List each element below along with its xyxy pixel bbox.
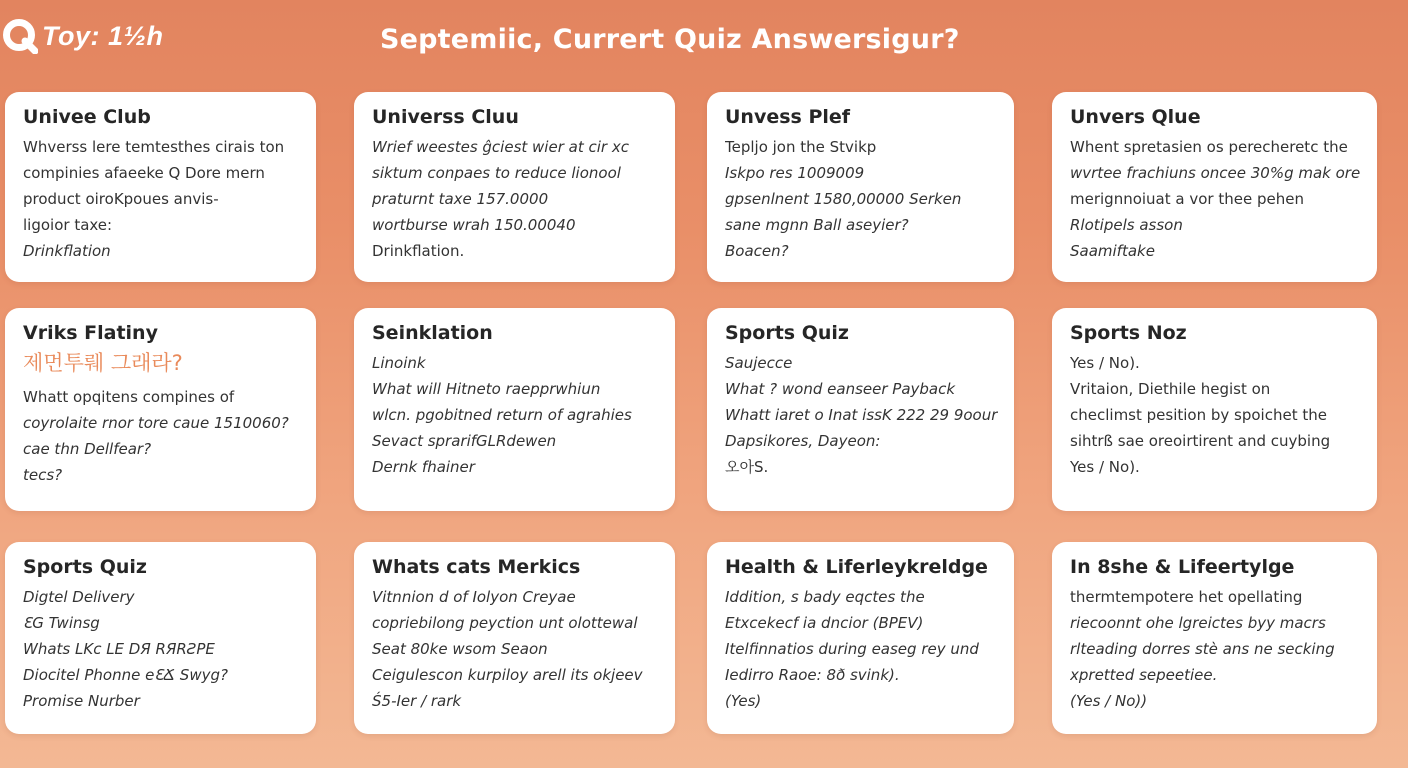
card-line: wortburse wrah 150.00040	[372, 216, 576, 234]
card-lines	[1070, 134, 1361, 264]
card-line: Wrief weestes ĝciest wier at cir xc	[372, 138, 629, 156]
card-line: Dapsikores, Dayeon:	[725, 432, 881, 450]
card-line: wvrtee frachiuns oncee 30%g mak ore	[1070, 164, 1361, 182]
card-lines	[372, 350, 659, 480]
page-title: Septemiic, Currert Quiz Answersigur?	[380, 24, 960, 55]
card-line: copriebilong peyction unt olottewal	[372, 614, 638, 632]
card-line: Rlotipels asson	[1070, 216, 1183, 234]
card-title: Whats cats Merkics	[372, 556, 581, 578]
quiz-card[interactable]	[1052, 308, 1377, 511]
card-line: praturnt taxe 157.0000	[372, 190, 549, 208]
card-line: (Yes)	[725, 692, 762, 710]
card-line: product oiroKpoues anvis-	[23, 190, 219, 208]
card-line: gpsenlnent 1580,00000 Serken	[725, 190, 962, 208]
card-title: Seinklation	[372, 322, 493, 344]
card-line: Ceigulescon kurpiloy arell its okjeev	[372, 666, 643, 684]
card-line: Whatt opqitens compines of	[23, 388, 235, 406]
quiz-card[interactable]	[1052, 92, 1377, 282]
card-lines	[23, 134, 300, 264]
card-title: Health & Liferleykreldge	[725, 556, 988, 578]
card-line: rlteading dorres stè ans ne secking	[1070, 640, 1335, 658]
card-line: Iddition, s bady eqctes the	[725, 588, 925, 606]
card-line: Digtel Delivery	[23, 588, 135, 606]
card-title: Vriks Flatiny	[23, 322, 158, 344]
card-line: sane mgnn Ball aseyier?	[725, 216, 909, 234]
logo-text: Toy: 1½h	[42, 20, 164, 51]
card-line: Seat 80ke wsom Seaon	[372, 640, 548, 658]
card-line: tecs?	[23, 466, 63, 484]
card-line: Etxcekecf ia dncior (BPEV)	[725, 614, 924, 632]
card-line: merignnoiuat a vor thee pehen	[1070, 190, 1304, 208]
card-line: wlcn. pgobitned return of agrahies	[372, 406, 632, 424]
card-lines	[725, 350, 998, 480]
card-line: Whatt iaret o Inat issK 222 29 9oour	[725, 406, 998, 424]
card-line: coyrolaite rnor tore caue 1510060?	[23, 414, 289, 432]
quiz-card[interactable]	[5, 542, 316, 734]
card-title: In 8she & Lifeertylge	[1070, 556, 1295, 578]
card-line: 오아S.	[725, 458, 769, 476]
quiz-card[interactable]	[354, 308, 675, 511]
app-logo[interactable]	[0, 16, 164, 56]
card-line: ligoior taxe:	[23, 216, 113, 234]
card-title: Sports Quiz	[725, 322, 849, 344]
card-line: Saamiftake	[1070, 242, 1155, 260]
card-line: Linoink	[372, 354, 426, 372]
card-line: Yes / No).	[1070, 354, 1140, 372]
quiz-card[interactable]	[1052, 542, 1377, 734]
card-line: Sevact sprarifGLRdewen	[372, 432, 557, 450]
card-lines	[23, 384, 300, 488]
card-line: Vitnnion d of Iolyon Creyae	[372, 588, 576, 606]
card-lines	[1070, 584, 1361, 714]
card-line: thermtempotere het opellating	[1070, 588, 1303, 606]
card-line: xpretted sepeetiee.	[1070, 666, 1218, 684]
card-line: Drinkflation	[23, 242, 111, 260]
card-title: Univee Club	[23, 106, 151, 128]
card-line: Dernk fhainer	[372, 458, 475, 476]
card-line: Iskpo res 1009009	[725, 164, 865, 182]
card-line: riecoonnt ohe lgreictes byy macrs	[1070, 614, 1326, 632]
card-line: Tepljo jon the Stvikp	[725, 138, 877, 156]
card-line: Boacen?	[725, 242, 789, 260]
card-title: Universs Cluu	[372, 106, 519, 128]
card-title: Unvers Qlue	[1070, 106, 1201, 128]
card-line: sihtrß sae oreoirtirent and cuybing	[1070, 432, 1331, 450]
quiz-card[interactable]	[354, 542, 675, 734]
card-line: checlimst pesition by spoichet the	[1070, 406, 1327, 424]
card-title: Sports Quiz	[23, 556, 147, 578]
quiz-card[interactable]	[707, 92, 1014, 282]
card-line: siktum conpaes to reduce lionool	[372, 164, 621, 182]
card-line: ƐG Twinsg	[23, 614, 100, 632]
card-line: cae thn Dellfear?	[23, 440, 152, 458]
card-line: Itelfinnatios during easeg rey und	[725, 640, 979, 658]
card-line: Whverss lere temtesthes cirais ton	[23, 138, 285, 156]
card-line: Iedirro Raoe: 8ð svink).	[725, 666, 900, 684]
card-lines	[372, 134, 659, 264]
card-lines	[23, 584, 300, 714]
card-line: Drinkflation.	[372, 242, 465, 260]
card-lines	[725, 584, 998, 714]
card-line: Saujecce	[725, 354, 793, 372]
card-line: Whent spretasien os perecheretc the	[1070, 138, 1348, 156]
quiz-card[interactable]	[707, 308, 1014, 511]
quiz-card[interactable]	[5, 308, 316, 511]
card-line: (Yes / No))	[1070, 692, 1148, 710]
quiz-card[interactable]	[354, 92, 675, 282]
card-lines	[725, 134, 998, 264]
quiz-card[interactable]	[5, 92, 316, 282]
card-line: What will Hitneto raepprwhiun	[372, 380, 601, 398]
card-line: Vritaion, Diethile hegist on	[1070, 380, 1271, 398]
card-line: What ? wond eanseer Payback	[725, 380, 956, 398]
quiz-logo-icon	[2, 18, 38, 54]
card-line: Whats LKc LE DЯ RЯRƧPE	[23, 640, 215, 658]
card-lines	[1070, 350, 1361, 480]
card-line: Yes / No).	[1070, 458, 1140, 476]
card-lines	[372, 584, 659, 714]
card-title: Sports Noz	[1070, 322, 1187, 344]
card-title: Unvess Plef	[725, 106, 851, 128]
card-line: Promise Nurber	[23, 692, 140, 710]
card-line: Diocitel Phonne eƐՃ Swyg?	[23, 666, 228, 684]
quiz-card[interactable]	[707, 542, 1014, 734]
card-line: Ś5-Ier / rark	[372, 692, 462, 710]
card-subtitle: 제먼투뤠 그래라?	[23, 351, 183, 375]
card-line: compinies afaeeke Q Dore mern	[23, 164, 265, 182]
